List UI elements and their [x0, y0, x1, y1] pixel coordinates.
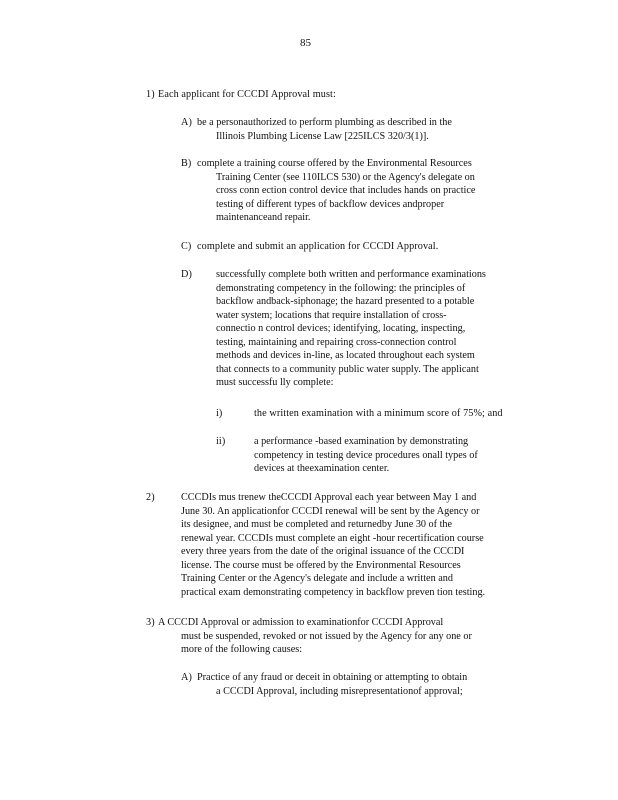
- section-1-number: 1): [146, 89, 155, 100]
- section-1d-ii-line: competency in testing device procedures onall types of: [254, 449, 478, 461]
- section-1d-i-text: the written examination with a minimum score of 75%; and: [254, 408, 503, 419]
- section-1d-line: water system; locations that require installation of cross-: [216, 309, 447, 321]
- section-1d-ii-line: a performance -based examination by demonstrating: [254, 436, 469, 447]
- section-1d-line: successfully complete both written and performance examinations: [216, 269, 486, 280]
- section-1b-line: maintenanceand repair.: [216, 212, 311, 223]
- section-1d-line: that connects to a community public water supply. The applicant: [216, 363, 479, 375]
- section-3-number: 3): [146, 617, 155, 628]
- section-1d-text: [216, 268, 486, 390]
- section-2-text: [181, 491, 485, 599]
- section-1a-label: A): [181, 117, 192, 128]
- section-2-line: CCCDIs mus trenew theCCCDI Approval each year between May 1 and: [181, 492, 477, 503]
- section-3a-text: [197, 671, 467, 698]
- section-2-number: 2): [146, 492, 155, 503]
- section-2-line: license. The course must be offered by the Environmental Resources: [181, 559, 461, 571]
- section-1-lead: Each applicant for CCCDI Approval must:: [158, 89, 336, 100]
- section-1b-line: Training Center (see 110ILCS 530) or the Agency's delegate on: [216, 171, 475, 183]
- section-1c-label: C): [181, 241, 192, 252]
- section-2-line: June 30. An applicationfor CCCDI renewal will be sent by the Agency or: [181, 505, 480, 517]
- section-2-line: renewal year. CCCDIs must complete an eight -hour recertification course: [181, 532, 484, 544]
- section-1d-label: D): [181, 269, 192, 280]
- section-1d-ii-line: devices at theexamination center.: [254, 463, 390, 474]
- section-3a-line: a CCCDI Approval, including misrepresentationof approval;: [216, 685, 463, 697]
- section-1d-line: backflow andback-siphonage; the hazard presented to a potable: [216, 296, 475, 307]
- section-1b-line: complete a training course offered by the Environmental Resources: [197, 158, 472, 169]
- section-1a-line: be a personauthorized to perform plumbing as described in the: [197, 117, 452, 128]
- page-number: 85: [300, 37, 311, 49]
- section-2-line: practical exam demonstrating competency in backflow preven tion testing.: [181, 586, 486, 598]
- section-1a-line: Illinois Plumbing License Law [225ILCS 320/3(1)].: [216, 130, 429, 142]
- section-2-line: every three years from the date of the original issuance of the CCCDI: [181, 546, 465, 557]
- section-1d-ii-label: ii): [216, 436, 226, 447]
- section-3-text: [158, 616, 472, 657]
- section-1d-line: connectio n control devices; identifying, locating, inspecting,: [216, 323, 466, 334]
- section-2-line: Training Center or the Agency's delegate and include a written and: [181, 573, 453, 584]
- section-1d-i-label: i): [216, 408, 223, 419]
- section-1d-line: must successfu lly complete:: [216, 377, 334, 388]
- section-2-line: its designee, and must be completed and returnedby June 30 of the: [181, 519, 453, 530]
- section-1b-line: testing of different types of backflow devices andproper: [216, 198, 445, 210]
- section-1b-label: B): [181, 158, 192, 169]
- section-3-line: must be suspended, revoked or not issued by the Agency for any one or: [181, 630, 472, 642]
- section-3-line: more of the following causes:: [181, 644, 303, 655]
- section-1d-line: demonstrating competency in the following: the principles of: [216, 282, 466, 294]
- section-3a-label: A): [181, 672, 192, 683]
- section-1d-line: testing, maintaining and repairing cross-connection control: [216, 336, 457, 348]
- section-1b-text: [197, 157, 475, 225]
- section-1c-text: complete and submit an application for CCCDI Approval.: [197, 241, 439, 252]
- section-3a-line: Practice of any fraud or deceit in obtaining or attempting to obtain: [197, 672, 468, 683]
- section-1a-text: [197, 116, 452, 143]
- section-1b-line: cross conn ection control device that includes hands on practice: [216, 185, 476, 196]
- section-3-line: A CCCDI Approval or admission to examinationfor CCCDI Approval: [158, 617, 444, 628]
- section-1d-line: methods and devices in-line, as located throughout each system: [216, 350, 475, 361]
- section-1d-ii-text: [254, 435, 478, 476]
